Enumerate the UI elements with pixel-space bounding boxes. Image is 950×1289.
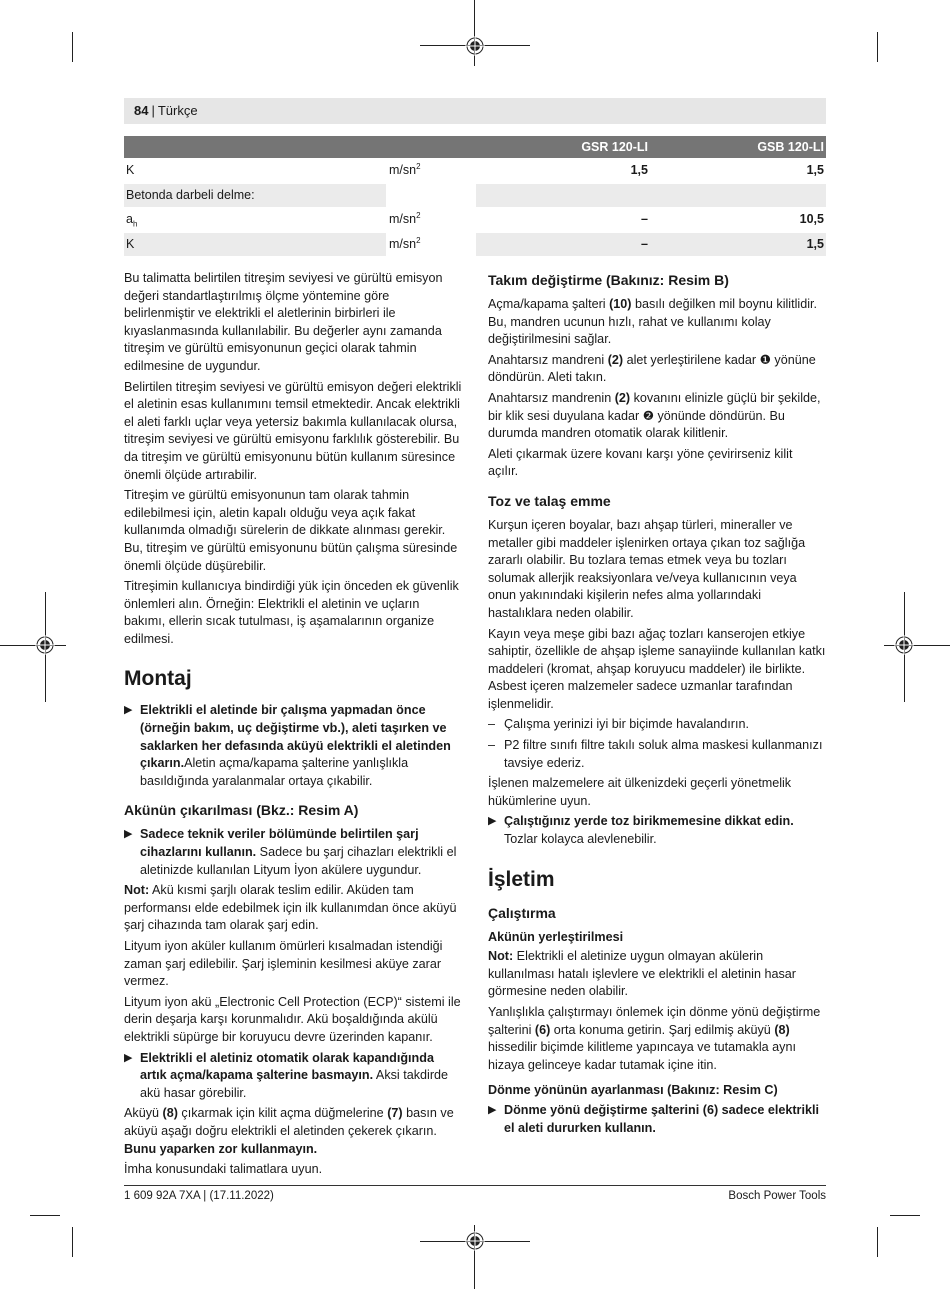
bullet-text: Aksi takdirde akü hasar görebilir. (140, 1068, 449, 1100)
table-row (124, 233, 826, 258)
section-title-akunun-cikarilmasi: Akünün çıkarılması (Bkz.: Resim A) (124, 802, 359, 819)
row-label: $a_h$ (126, 212, 138, 229)
note-text: Akü kısmi şarjlı olarak teslim edilir. Aküden tam performansı elde edebilmek için ilk kullanımdan önce aküyü şarj cihazında tam olarak şarj edin. (124, 883, 457, 933)
registration-mark-icon (35, 635, 55, 655)
bullet-text: Aletin açma/kapama şalterine yanlışlıkla basıldığında yaralanmalar ortaya çıkabilir. (140, 756, 409, 788)
paragraph: Anahtarsız mandrenin (2) kovanını elinizle güçlü bir şekilde, bir klik sesi duyulana kadar ❷ yönünde döndürün. Bu durumda mandren otomatik olarak kilitlenir. (488, 390, 821, 441)
cell-gsb-value: 1,5 (806, 163, 824, 177)
warning-bullet (124, 702, 462, 790)
paragraph: Titreşimin kullanıcıya bindirdiği yük için önceden ek güvenlik önlemleri alın. Örneğin: Elektrikli el aletinin ve uçların bakımı, ellerin sıcak tutulması, iş aşamalarının organize edilmesi. (124, 579, 459, 646)
section-title-calistirma: Çalıştırma (488, 904, 556, 921)
table-header-row (124, 136, 826, 159)
cell-gsr-value: – (641, 236, 648, 251)
bullet-text: Tozlar kolayca alevlenebilir. (504, 832, 657, 847)
bold-warning-text: Bunu yaparken zor kullanmayın. (124, 1141, 318, 1156)
crop-mark (474, 0, 475, 66)
crop-mark (72, 32, 73, 62)
section-title-isletim: İşletim (488, 867, 555, 891)
table-row (124, 159, 826, 184)
paragraph: Kurşun içeren boyalar, bazı ahşap türleri, mineraller ve metaller gibi maddeler işlenirken ortaya çıkan toz sağlığa zararlı olabilir. Bu tozlara temas etmek veya bu tozları solumak allerjik reaksiyonlara ve/veya kullanıcının veya onun yakınındaki kişilerin nefes alma yollarındaki hastalıklara neden olabilir. (488, 517, 806, 620)
row-label: Betonda darbeli delme: (126, 187, 255, 202)
row-unit: $m/sn^2$ (389, 210, 421, 226)
spec-table (124, 136, 826, 257)
note-label: Not: (488, 949, 514, 964)
note-paragraph (124, 882, 462, 935)
right-column (488, 270, 826, 1140)
column-header-gsr: GSR 120-LI (581, 140, 648, 154)
dash-list-item: – P2 filtre sınıfı filtre takılı soluk alma maskesi kullanmanızı tavsiye ederiz. (488, 738, 823, 770)
crop-mark (890, 1215, 920, 1216)
page-number: 84 (134, 103, 149, 118)
table-row (124, 184, 826, 209)
page-header: 84 | Türkçe (124, 98, 826, 124)
subsection-title-akunun-yerlestirilmesi: Akünün yerleştirilmesi (488, 929, 624, 944)
section-title-toz-ve-talas: Toz ve talaş emme (488, 492, 611, 509)
bullet-bold-text: Sadece teknik veriler bölümünde belirtilen şarj cihazlarını kullanın. (140, 827, 419, 860)
table-row (124, 208, 826, 233)
column-header-gsb: GSB 120-LI (757, 140, 824, 154)
subsection-title-donme-yonu: Dönme yönünün ayarlanması (Bakınız: Resim C) (488, 1083, 778, 1098)
header-language: Türkçe (157, 103, 198, 118)
cell-gsr-value: 1,5 (630, 163, 648, 177)
paragraph: Lityum iyon akü „Electronic Cell Protection (ECP)“ sistemi ile derin deşarja karşı korunmalıdır. Akü boşaldığında akülü elektrikli süpürge bir koruyucu devre üzerinden kapanır. (124, 994, 461, 1044)
row-unit: $m/sn^2$ (389, 161, 421, 177)
paragraph: İmha konusundaki talimatlara uyun. (124, 1162, 323, 1177)
bullet-bold-text: Dönme yönü değiştirme şalterini (6) sadece elektrikli el aleti dururken kullanın. (504, 1102, 819, 1135)
cell-gsb-value: 1,5 (806, 236, 824, 251)
section-title-montaj: Montaj (124, 667, 192, 691)
footer-brand: Bosch Power Tools (728, 1190, 826, 1202)
paragraph: Açma/kapama şalteri (10) basılı değilken mil boynu kilitlidir. Bu, mandren ucunun hızlı, rahat ve kullanımı kolay değiştirilmesini sağlar. (488, 297, 817, 347)
paragraph: Anahtarsız mandreni (2) alet yerleştirilene kadar ❶ yönüne döndürün. Aleti takın. (488, 352, 816, 385)
triangle-bullet-icon: ▶ (124, 704, 133, 717)
paragraph: İşlenen malzemelere ait ülkenizdeki geçerli yönetmelik hükümlerine uyun. (488, 776, 792, 808)
cell-gsr-value: – (641, 212, 648, 226)
row-label: K (126, 163, 135, 177)
bullet-bold-text: Çalıştığınız yerde toz birikmemesine dikkat edin. (504, 814, 794, 829)
paragraph: Yanlışlıkla çalıştırmayı önlemek için dönme yönü değiştirme şalterini (6) orta konuma getirin. Şarj edilmiş aküyü (8) hissedilir biçimde kilitleme yapıncaya ve tutamakla aynı hizaya gelinceye kadar tutamak içine itin. (488, 1005, 821, 1072)
note-paragraph (488, 948, 826, 1001)
crop-mark (30, 1215, 60, 1216)
paragraph: Kayın veya meşe gibi bazı ağaç tozları kanserojen etkiye sahiptir, özellikle de ahşap işleme sanayiinde kullanılan katkı maddeleri (kromat, ahşap koruyucu maddeler) ile birlikte. Asbest içeren malzemeler sadece uzmanlar tarafından işlenmelidir. (488, 626, 826, 711)
paragraph: Titreşim ve gürültü emisyonunun tam olarak tahmin edilebilmesi için, aletin kapalı olduğu veya açık fakat kullanımda olmadığı sürelerin de dikkate alınması gerekir. Bu, titreşim ve gürültü emisyonunu bütün çalışma süresinde önemli ölçüde düşürebilir. (124, 488, 458, 573)
row-unit: $m/sn^2$ (389, 235, 421, 251)
registration-mark-icon (465, 36, 485, 56)
crop-mark (877, 32, 878, 62)
warning-bullet (488, 813, 826, 848)
registration-mark-icon (894, 635, 914, 655)
triangle-bullet-icon: ▶ (124, 1051, 133, 1064)
left-column (124, 270, 462, 1182)
warning-bullet (124, 1050, 462, 1103)
paragraph: Bu talimatta belirtilen titreşim seviyesi ve gürültü emisyon değeri standartlaştırılmış ölçme yöntemine göre belirlenmiştir ve elektrikli el aletlerinin birbirleri ile kıyaslanmasında kullanılabilir. Bu değerler aynı zamanda titreşim ve gürültü emisyonunun geçici olarak tahmin edilmesine de uygundur. (124, 271, 443, 373)
bullet-text: Sadece bu şarj cihazları elektrikli el aletinizde kullanılan Lityum İyon akülere uygundur. (140, 845, 457, 877)
crop-mark (72, 1227, 73, 1257)
note-text: Elektrikli el aletinize uygun olmayan akülerin kullanılması hatalı işlevlere ve elektrikli el aletinin hasar görmesine neden olabilir. (488, 949, 796, 999)
paragraph: Aküyü (8) çıkarmak için kilit açma düğmelerine (7) basın ve aküyü aşağı doğru elektrikli el aletinden çekerek çıkarın. Bunu yaparken zor kullanmayın. (124, 1106, 454, 1156)
triangle-bullet-icon: ▶ (488, 1103, 497, 1116)
bullet-bold-text: Elektrikli el aletinde bir çalışma yapmadan önce (örneğin bakım, uç değiştirme vb.), aleti taşırken ve saklarken her defasında aküyü elektrikli el aletinden çıkarın. (140, 703, 451, 771)
triangle-bullet-icon: ▶ (488, 815, 497, 828)
paragraph: Lityum iyon aküler kullanım ömürleri kısalmadan istendiği zaman şarj edilebilir. Şarj işleminin kesilmesi aküye zarar vermez. (124, 939, 443, 989)
warning-bullet (124, 826, 462, 879)
paragraph: Belirtilen titreşim seviyesi ve gürültü emisyon değeri elektrikli el aletinin esas kullanımını temsil etmektedir. Ancak elektrikli el aleti farklı uçlar veya yetersiz bakımla kullanılacak olursa, titreşim seviyesi ve gürültü emisyonu farklılık gösterebilir. Bu da titreşim ve gürültü emisyonunu bütün kullanım süresince önemli ölçüde artırabilir. (124, 379, 462, 482)
footer-document-code: 1 609 92A 7XA | (17.11.2022) (124, 1190, 274, 1202)
paragraph: Aleti çıkarmak üzere kovanı karşı yöne çevirirseniz kilit açılır. (488, 446, 793, 479)
footer-rule (124, 1185, 826, 1186)
note-label: Not: (124, 883, 150, 898)
bullet-bold-text: Elektrikli el aletiniz otomatik olarak kapandığında artık açma/kapama şalterine basmayın. (140, 1050, 434, 1083)
section-title-takim-degistirme: Takım değiştirme (Bakınız: Resim B) (488, 272, 729, 288)
crop-mark (877, 1227, 878, 1257)
cell-gsb-value: 10,5 (799, 212, 824, 226)
row-label: K (126, 236, 135, 251)
warning-bullet (488, 1102, 826, 1137)
triangle-bullet-icon: ▶ (124, 828, 133, 841)
registration-mark-icon (465, 1231, 485, 1251)
dash-list-item: – Çalışma yerinizi iyi bir biçimde havalandırın. (488, 717, 749, 732)
crop-mark (0, 645, 66, 646)
